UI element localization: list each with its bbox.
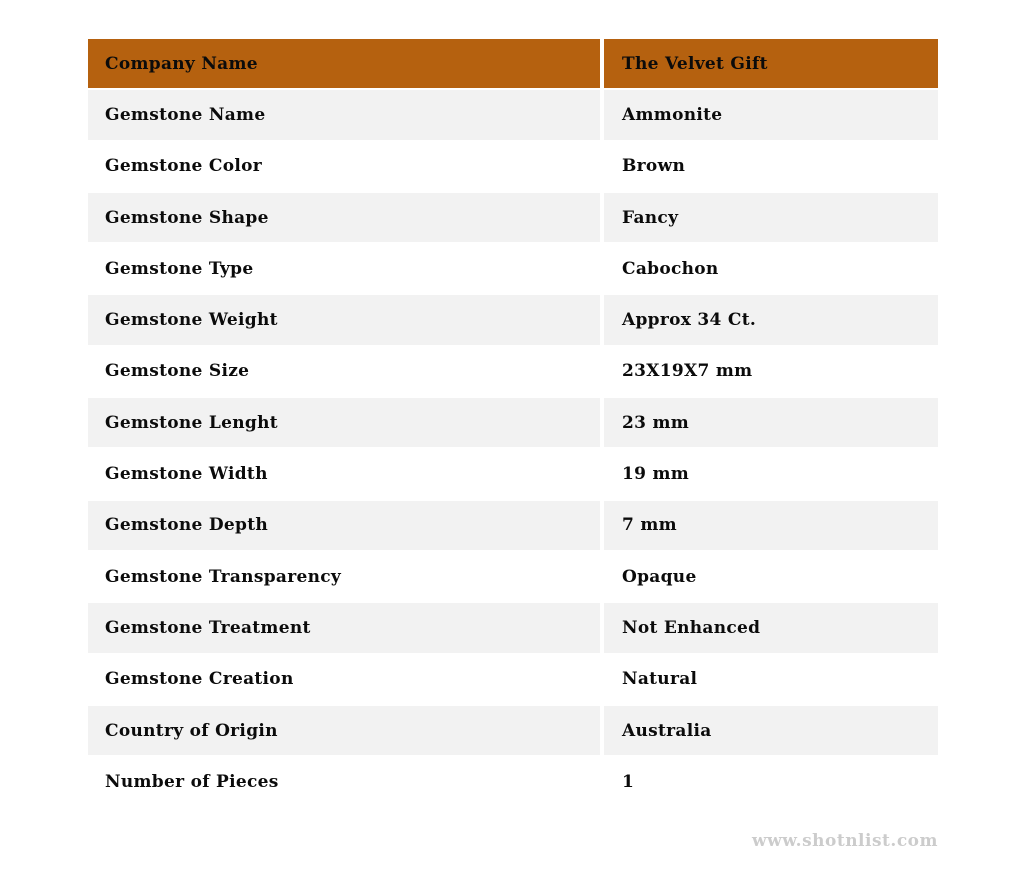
row-label-cell: Gemstone Depth (88, 501, 600, 550)
row-value-cell: 23 mm (604, 398, 938, 447)
row-value-cell: 7 mm (604, 501, 938, 550)
row-value-cell: 1 (604, 757, 938, 806)
row-label-cell: Gemstone Size (88, 347, 600, 396)
watermark: www.shotnlist.com (751, 831, 938, 851)
header-value-cell: The Velvet Gift (604, 39, 938, 88)
row-value-cell: Cabochon (604, 244, 938, 293)
row-value-cell: Ammonite (604, 90, 938, 139)
row-value-cell: 23X19X7 mm (604, 347, 938, 396)
row-value-cell: Approx 34 Ct. (604, 295, 938, 344)
row-value-cell: Natural (604, 655, 938, 704)
row-label-cell: Gemstone Shape (88, 193, 600, 242)
row-label-cell: Gemstone Treatment (88, 603, 600, 652)
row-value-cell: Brown (604, 142, 938, 191)
gemstone-spec-table (88, 39, 938, 806)
row-label-cell: Country of Origin (88, 706, 600, 755)
row-value-cell: Not Enhanced (604, 603, 938, 652)
row-label-cell: Gemstone Lenght (88, 398, 600, 447)
header-label-cell: Company Name (88, 39, 600, 88)
row-value-cell: Fancy (604, 193, 938, 242)
row-value-cell: Opaque (604, 552, 938, 601)
row-label-cell: Gemstone Width (88, 449, 600, 498)
row-label-cell: Gemstone Creation (88, 655, 600, 704)
row-label-cell: Gemstone Weight (88, 295, 600, 344)
row-label-cell: Gemstone Color (88, 142, 600, 191)
row-label-cell: Gemstone Name (88, 90, 600, 139)
row-label-cell: Gemstone Transparency (88, 552, 600, 601)
row-label-cell: Number of Pieces (88, 757, 600, 806)
row-value-cell: 19 mm (604, 449, 938, 498)
row-value-cell: Australia (604, 706, 938, 755)
row-label-cell: Gemstone Type (88, 244, 600, 293)
